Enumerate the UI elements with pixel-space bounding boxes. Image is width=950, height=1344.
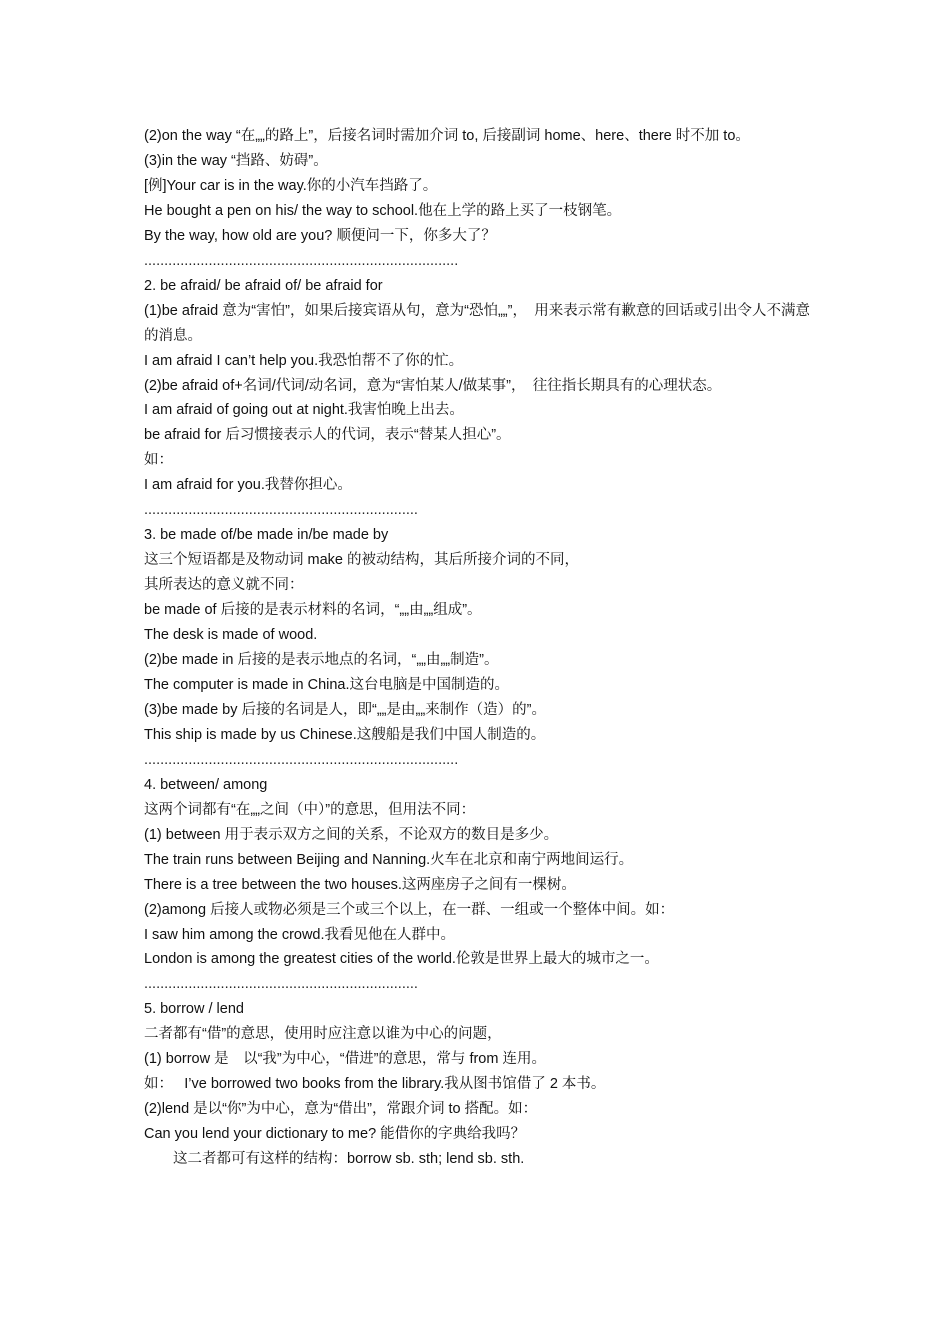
text-line-on-the-way: (2)on the way “在„„的路上”，后接名词时需加介词 to, 后接副词 home、here、there 时不加 to。 — [144, 128, 750, 144]
text-line-between-intro: 这两个词都有“在„„之间（中）”的意思，但用法不同： — [144, 801, 476, 818]
text-line-ex-desk: The desk is made of wood. — [144, 627, 318, 644]
text-line-h-borrow: 5. borrow / lend — [144, 1001, 244, 1018]
text-line-ru-1: 如： — [144, 452, 173, 469]
text-line-afraid-2: (2)be afraid of+名词/代词/动名词，意为“害怕某人/做某事”， 往往指长期具有的心理状态。 — [144, 377, 722, 394]
text-line-made-intro-2: 其所表达的意义就不同： — [144, 577, 304, 594]
text-line-ex-train: The train runs between Beijing and Nanning.火车在北京和南宁两地间运行。 — [144, 851, 634, 868]
text-line-ex-bought-pen: He bought a pen on his/ the way to school.他在上学的路上买了一枝钢笔。 — [144, 202, 622, 219]
text-line-ex-cant-help: I am afraid I can’t help you.我恐怕帮不了你的忙。 — [144, 352, 464, 369]
text-line-made-in: (2)be made in 后接的是表示地点的名词，“„„由„„制造”。 — [144, 652, 499, 669]
text-line-ex-london: London is among the greatest cities of the world.伦敦是世界上最大的城市之一。 — [144, 951, 659, 968]
text-line-ex-your-car: [例]Your car is in the way.你的小汽车挡路了。 — [144, 177, 438, 194]
text-line-borrow-intro: 二者都有“借”的意思，使用时应注意以谁为中心的问题， — [144, 1026, 502, 1043]
text-line-ex-ship: This ship is made by us Chinese.这艘船是我们中国人制造的。 — [144, 726, 546, 743]
separator-line: .............................................................................. — [144, 751, 459, 768]
text-line-made-of: be made of 后接的是表示材料的名词，“„„由„„组成”。 — [144, 602, 482, 619]
text-line-between-1: (1) between 用于表示双方之间的关系，不论双方的数目是多少。 — [144, 826, 559, 843]
text-line-ex-going-out: I am afraid of going out at night.我害怕晚上出去。 — [144, 402, 464, 419]
text-line-structure: 这二者都可有这样的结构：borrow sb. sth; lend sb. sth. — [144, 1151, 525, 1168]
text-line-lend-2: (2)lend 是以“你”为中心，意为“借出”，常跟介词 to 搭配。如： — [144, 1101, 538, 1118]
text-line-ex-borrowed: 如： I’ve borrowed two books from the library.我从图书馆借了 2 本书。 — [144, 1076, 606, 1093]
text-line-ex-tree: There is a tree between the two houses.这两座房子之间有一棵树。 — [144, 876, 576, 893]
separator-line: .................................................................... — [144, 976, 418, 993]
text-line-h-afraid: 2. be afraid/ be afraid of/ be afraid for — [144, 277, 383, 294]
text-line-afraid-1: (1)be afraid 意为“害怕”，如果后接宾语从句，意为“恐怕„„”， 用来表示常有歉意的回话或引出令人不满意的消息。 — [144, 302, 810, 344]
text-line-ex-crowd: I saw him among the crowd.我看见他在人群中。 — [144, 926, 456, 943]
text-line-ex-afraid-for-you: I am afraid for you.我替你担心。 — [144, 477, 352, 494]
text-line-ex-lend: Can you lend your dictionary to me? 能借你的字典给我吗？ — [144, 1126, 526, 1143]
text-line-borrow-1: (1) borrow 是 以“我”为中心，“借进”的意思，常与 from 连用。 — [144, 1051, 546, 1068]
text-line-made-intro-1: 这三个短语都是及物动词 make 的被动结构，其后所接介词的不同， — [144, 552, 580, 569]
text-line-afraid-for: be afraid for 后习惯接表示人的代词，表示“替某人担心”。 — [144, 427, 511, 444]
text-line-h-between: 4. between/ among — [144, 776, 268, 793]
separator-line: .................................................................... — [144, 502, 418, 519]
text-line-in-the-way: (3)in the way “挡路、妨碍”。 — [144, 152, 328, 169]
text-line-ex-computer: The computer is made in China.这台电脑是中国制造的。 — [144, 676, 510, 693]
text-line-among-2: (2)among 后接人或物必须是三个或三个以上，在一群、一组或一个整体中间。如： — [144, 901, 675, 918]
separator-line: .............................................................................. — [144, 252, 459, 269]
document-body — [144, 124, 810, 1172]
text-line-made-by: (3)be made by 后接的名词是人，即“„„是由„„来制作（造）的”。 — [144, 701, 546, 718]
text-line-h-made: 3. be made of/be made in/be made by — [144, 527, 389, 544]
text-line-ex-by-the-way: By the way, how old are you? 顺便问一下，你多大了？ — [144, 227, 496, 244]
